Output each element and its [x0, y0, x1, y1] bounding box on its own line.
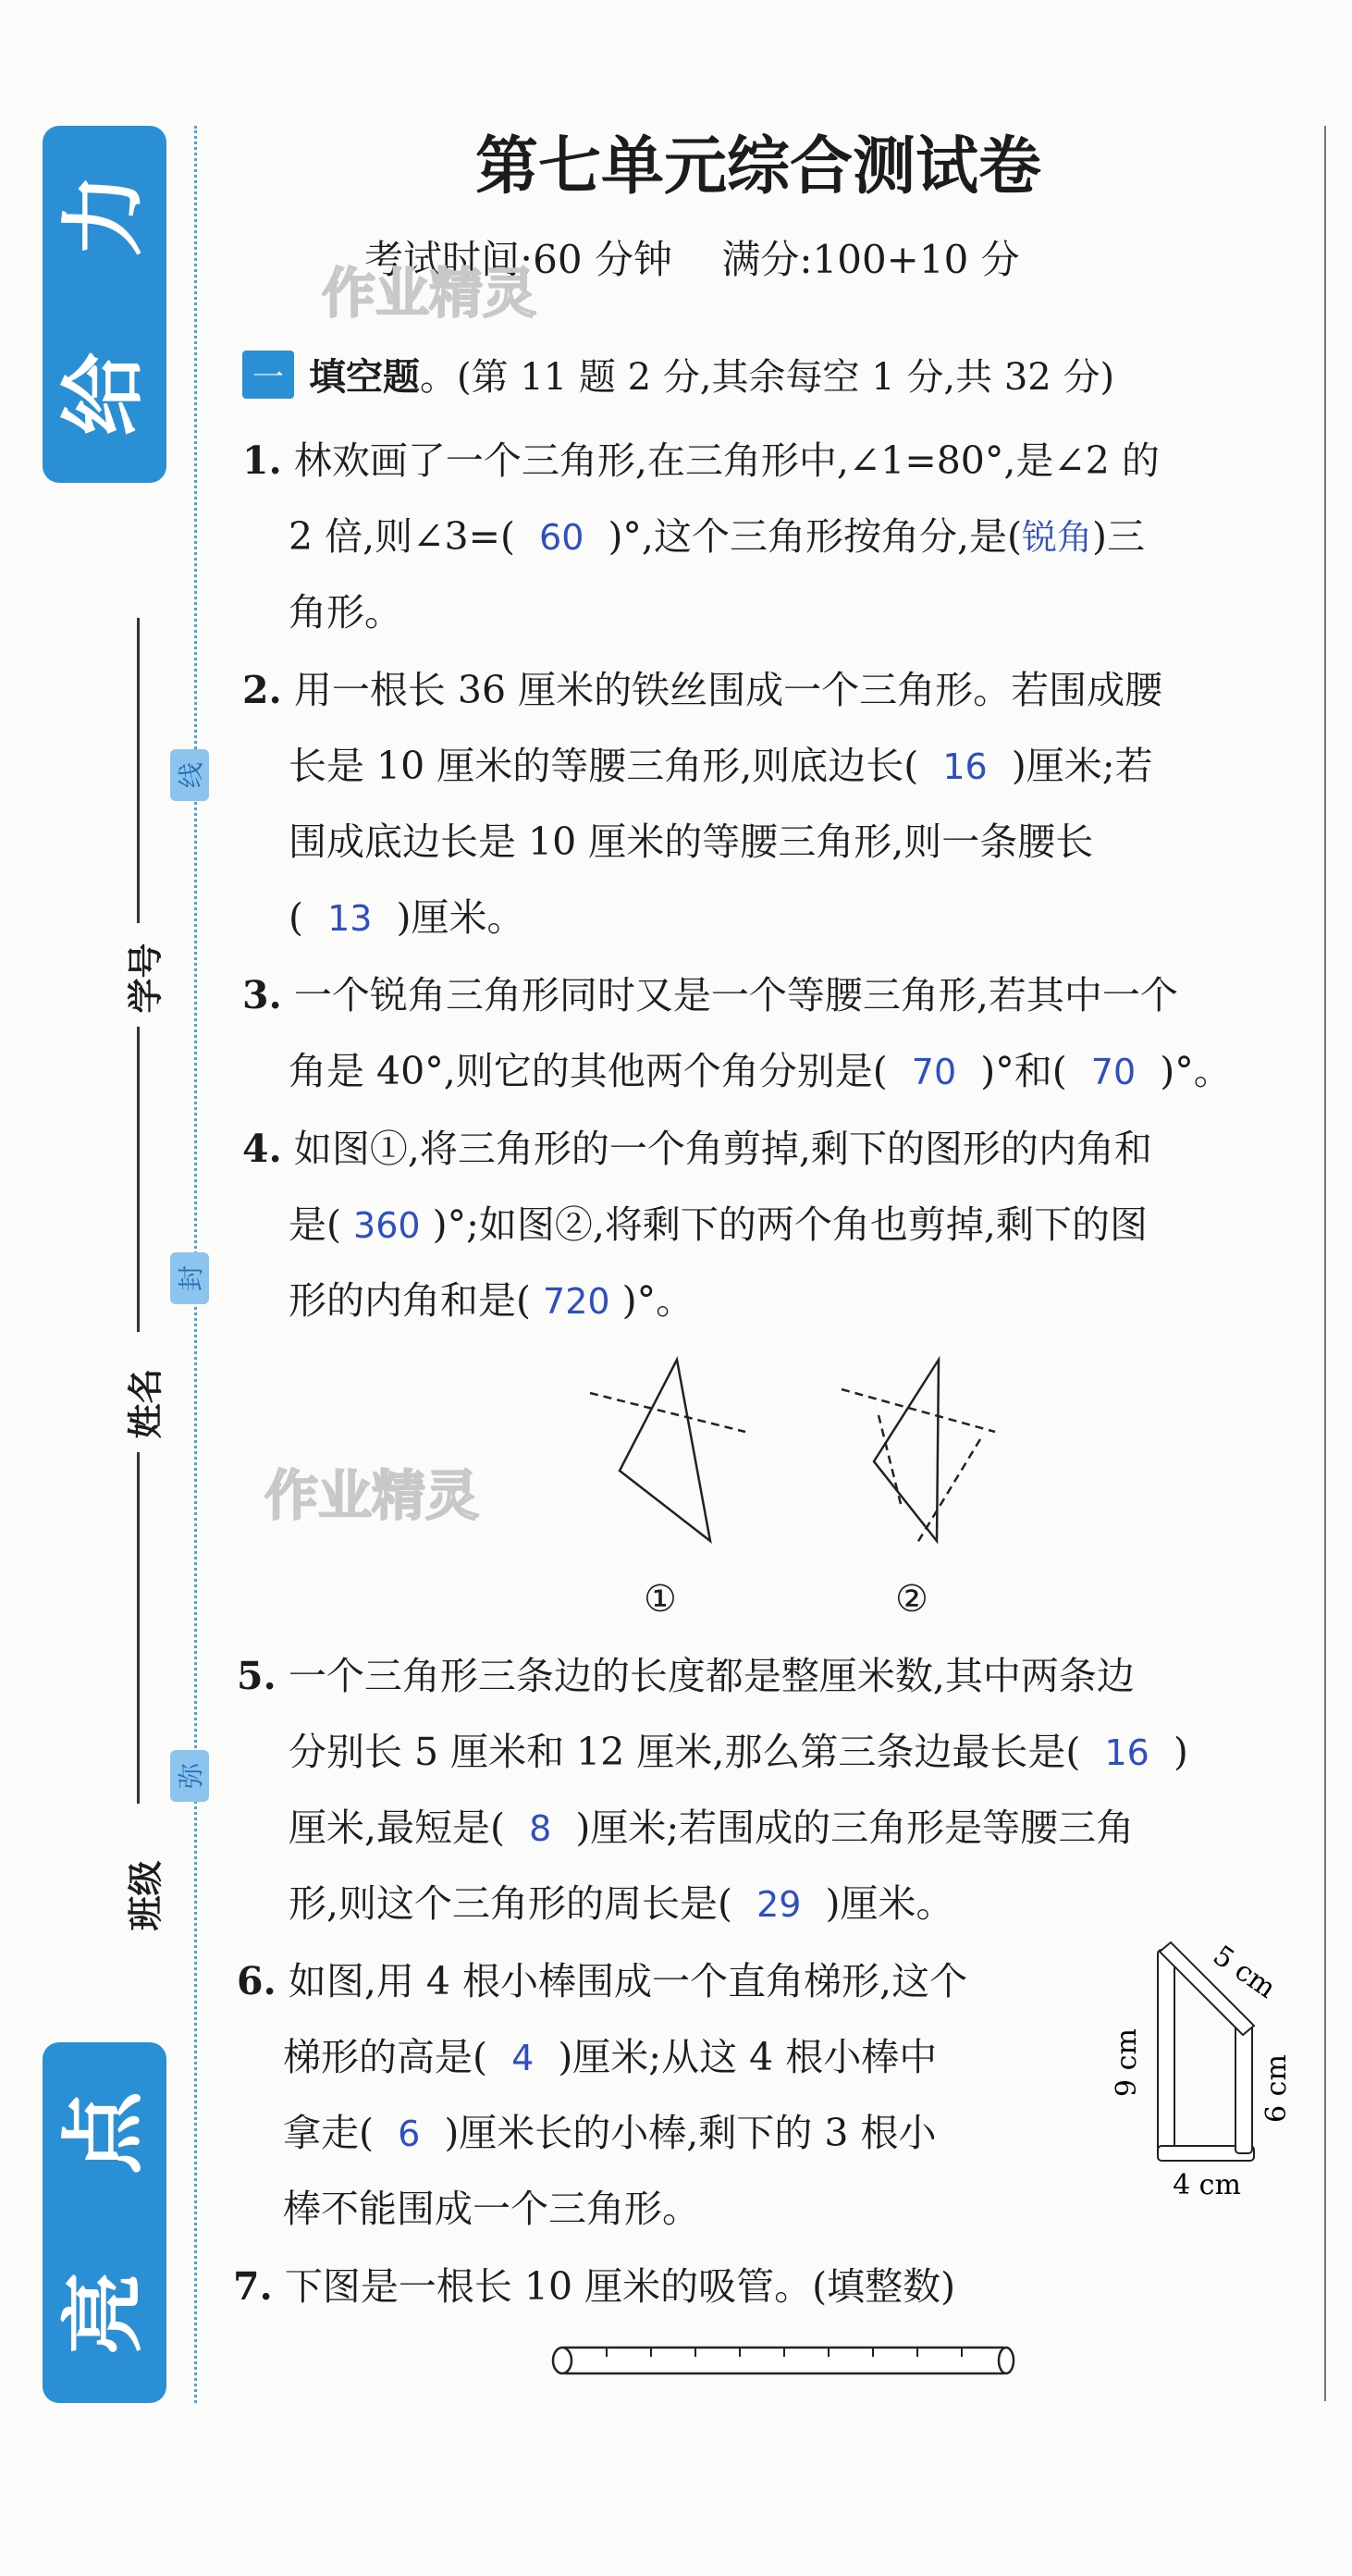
q6-line1: 6. 如图,用 4 根小棒围成一个直角梯形,这个	[237, 1959, 968, 2003]
banji-label: 班级	[125, 1860, 166, 1931]
q3-line2: 角是 40°,则它的其他两个角分别是( 70 )°和( 70 )°。	[289, 1049, 1232, 1093]
side-tab-char: 亮	[55, 2271, 153, 2355]
q5-line4: 形,则这个三角形的周长是( 29 )厘米。	[289, 1881, 954, 1926]
q2-line1: 2. 用一根长 36 厘米的铁丝围成一个三角形。若围成腰	[242, 668, 1163, 712]
exam-info: 考试时间:60 分钟 满分:100+10 分	[364, 237, 1020, 282]
q3-number: 3.	[242, 973, 282, 1017]
seal-mi: 弥	[170, 1750, 209, 1802]
answer: 360	[353, 1205, 421, 1246]
q1-number: 1.	[242, 438, 282, 483]
q5-line1: 5. 一个三角形三条边的长度都是整厘米数,其中两条边	[237, 1654, 1135, 1698]
label-left: 9 cm	[1111, 2028, 1143, 2097]
q6-line3: 拿走( 6 )厘米长的小棒,剩下的 3 根小	[283, 2111, 937, 2155]
q7-number: 7.	[233, 2264, 273, 2309]
side-tab-bottom	[43, 2042, 166, 2403]
q3-line1: 3. 一个锐角三角形同时又是一个等腰三角形,若其中一个	[242, 973, 1178, 1017]
triangle	[874, 1360, 939, 1541]
figure-label-1: ①	[644, 1578, 677, 1621]
watermark: 作业精灵	[264, 1464, 480, 1527]
section-note: 。(第 11 题 2 分,其余每空 1 分,共 32 分)	[420, 356, 1115, 399]
q4-line2: 是( 360 )°;如图②,将剩下的两个角也剪掉,剩下的图	[289, 1202, 1148, 1247]
q2-line2: 长是 10 厘米的等腰三角形,则底边长( 16 )厘米;若	[289, 744, 1153, 788]
q2-number: 2.	[242, 668, 282, 712]
cut-line	[590, 1393, 745, 1432]
answer: 4	[511, 2038, 535, 2078]
triangle-figure-2	[842, 1360, 995, 1543]
right-border-line	[1324, 126, 1326, 2401]
stick-left	[1158, 1950, 1174, 2153]
label-right: 6 cm	[1260, 2054, 1293, 2123]
page-title: 第七单元综合测试卷	[474, 130, 1041, 203]
answer: 锐角	[1022, 517, 1093, 558]
q7-line1: 7. 下图是一根长 10 厘米的吸管。(填整数)	[233, 2264, 956, 2309]
cut-line	[842, 1389, 995, 1432]
cut-line	[917, 1439, 980, 1543]
stick-right	[1235, 2024, 1252, 2153]
q4-line1: 4. 如图①,将三角形的一个角剪掉,剩下的图形的内角和	[242, 1127, 1152, 1171]
answer: 16	[1104, 1732, 1149, 1773]
seal-xian: 线	[170, 749, 209, 801]
q2-line4: ( 13 )厘米。	[289, 895, 525, 940]
answer: 29	[756, 1884, 802, 1925]
answer: 70	[911, 1052, 957, 1092]
answer: 60	[539, 517, 584, 558]
answer: 6	[398, 2114, 421, 2154]
q6-line2: 梯形的高是( 4 )厘米;从这 4 根小棒中	[283, 2035, 938, 2079]
q6-line4: 棒不能围成一个三角形。	[283, 2187, 700, 2231]
trapezoid-sticks-figure	[1110, 1924, 1313, 2201]
q4-line3: 形的内角和是( 720 )°。	[289, 1278, 694, 1323]
q2-line3: 围成底边长是 10 厘米的等腰三角形,则一条腰长	[289, 820, 1094, 864]
xingming-label: 姓名	[125, 1368, 166, 1439]
q5-number: 5.	[237, 1654, 277, 1698]
triangle-figure-1	[590, 1360, 745, 1541]
triangle	[620, 1360, 710, 1541]
xuehao-blank-line	[137, 618, 140, 923]
section-name: 填空题	[309, 356, 420, 399]
q4-figures	[573, 1341, 1017, 1554]
xuehao-label: 学号	[125, 943, 166, 1014]
seal-feng: 封	[170, 1252, 209, 1304]
q1-line2: 2 倍,则∠3=( 60 )°,这个三角形按角分,是(锐角)三	[289, 514, 1146, 559]
side-tab-char: 点	[55, 2090, 153, 2175]
figure-label-2: ②	[895, 1578, 928, 1621]
xingming-blank-line	[137, 1452, 140, 1804]
q6-number: 6.	[237, 1959, 277, 2003]
side-tab-char: 给	[55, 351, 153, 436]
answer: 720	[543, 1281, 610, 1322]
q5-line3: 厘米,最短是( 8 )厘米;若围成的三角形是等腰三角	[289, 1806, 1135, 1850]
answer: 16	[942, 746, 988, 787]
q5-line2: 分别长 5 厘米和 12 厘米,那么第三条边最长是( 16 )	[289, 1730, 1188, 1774]
answer: 8	[529, 1808, 552, 1849]
xingming-blank-line-top	[137, 1027, 140, 1332]
label-top: 5 cm	[1207, 1939, 1282, 2005]
q4-number: 4.	[242, 1127, 282, 1171]
section-number: 一	[242, 351, 294, 399]
answer: 70	[1090, 1052, 1137, 1092]
label-bottom: 4 cm	[1173, 2169, 1241, 2201]
straw-figure	[546, 2331, 1026, 2386]
side-tab-char: 力	[55, 173, 153, 257]
q1-line3: 角形。	[289, 590, 402, 635]
watermark: 作业精灵	[322, 262, 537, 325]
answer: 13	[327, 898, 373, 939]
section-heading	[242, 348, 1114, 401]
q1-line1: 1. 林欢画了一个三角形,在三角形中,∠1=80°,是∠2 的	[242, 438, 1160, 483]
